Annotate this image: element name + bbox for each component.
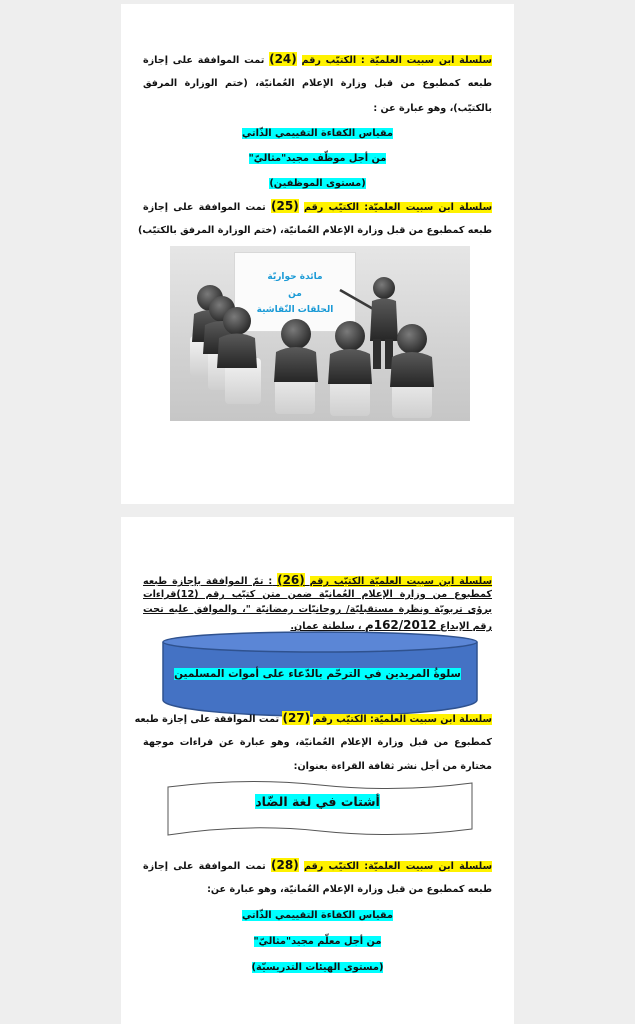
section-24-line-1 [143, 52, 492, 68]
section-27-line-3: مختارة من أجل نشر ثقافة القراءة بعنوان: [293, 761, 492, 772]
booklet-number: (24) [269, 52, 297, 66]
section-25-line-1 [143, 199, 492, 215]
deposit-number: 162/2012م [364, 618, 437, 632]
approval-text: تمت الموافقة على إجازة [143, 861, 266, 872]
section-28-line-2: طبعه كمطبوع من قبل وزارة الإعلام العُمانيّة، وهو عبارة عن: [207, 884, 492, 895]
training-presentation-image [170, 246, 470, 421]
audience-front-1 [274, 319, 318, 414]
section-26-line-1 [143, 573, 492, 589]
approval-text: تمت الموافقة على إجازة [143, 55, 265, 66]
section-26-line-3: برؤى تربويّة ونظرة مستقبليّة/ روحانيّات رمضانيّة "، والموافق عليه تحت [143, 604, 492, 615]
booklet-number: (25) [271, 199, 299, 213]
document-page-2 [121, 517, 514, 1024]
board-text-line-2: من [288, 289, 302, 299]
section-27-line-1 [134, 711, 492, 727]
presenter-figure [370, 277, 398, 369]
board-text-line-1: مائدة حواريّة [267, 272, 323, 282]
audience-figures [170, 246, 470, 421]
section-27-line-2: كمطبوع من قبل وزارة الإعلام العُمانيّة، وهو عبارة عن قراءات موجهة [143, 737, 492, 748]
banner-title: أشتات في لغة الضّاد [255, 794, 380, 809]
section-28-title-3: (مستوى الهيئات التدريسيّة) [251, 962, 384, 973]
booklet-number: (28) [271, 858, 299, 872]
section-28-title-2: من أجل معلّم مجيد"مثاليّ" [253, 936, 382, 947]
approval-text: تمت الموافقة على إجازة طبعه [134, 714, 280, 725]
booklet-number: (27) [282, 711, 311, 725]
section-24-title-3: (مستوى الموظفين) [269, 178, 366, 189]
series-label: سلسلة ابن سبيت العلميّة: الكتيّب رقم [313, 714, 492, 725]
section-25-line-2: طبعه كمطبوع من قبل وزارة الإعلام العُمانيّة، (ختم الوزارة المرفق بالكتيّب) [138, 225, 492, 236]
approval-text: تمت الموافقة على إجازة [143, 202, 266, 213]
section-26-line-4: رقم الإيداع 162/2012م ، سلطنة عمان. [290, 618, 492, 632]
series-label: سلسلة ابن سبيت العلميّة: الكتيّب رقم [303, 202, 493, 213]
document-page-1 [121, 4, 514, 504]
section-24-line-2: طبعه كمطبوع من قبل وزارة الإعلام العُمانيّة، (ختم الوزارة المرفق [143, 78, 492, 89]
pointer-stick [340, 290, 375, 310]
section-26-line-2: كمطبوع من وزارة الإعلام العُمانيّة ضمن متن كتيّب رقم (12)قراءات [143, 589, 492, 600]
section-24-line-3: بالكتيّب)، وهو عبارة عن : [373, 103, 492, 114]
series-label: سلسلة ابن سبيت العلميّة : الكتيّب رقم [301, 55, 492, 66]
approval-text: : تمّ الموافقة بإجازة طبعه [143, 576, 273, 587]
series-label: سلسلة ابن سبيت العلميّة الكتيّب رقم [309, 576, 493, 587]
audience-front-2 [328, 321, 372, 416]
series-label: سلسلة ابن سبيت العلميّة: الكتيّب رقم [303, 861, 493, 872]
section-28-title-1: مقياس الكفاءة التقييمي الذّاتي [241, 910, 393, 921]
board-text-line-3: الحلقات النّقاشية [256, 305, 334, 315]
section-24-title-2: من أجل موظّف مجيد"مثاليّ" [248, 153, 387, 164]
cylinder-title: سلوةُ المريدين في الترحّم بالدّعاء على أموات المسلمين [174, 668, 461, 680]
section-28-line-1 [143, 858, 492, 874]
section-24-title-1: مقياس الكفاءة التقييمي الذّاتي [241, 128, 393, 139]
booklet-number: (26) [277, 573, 305, 587]
